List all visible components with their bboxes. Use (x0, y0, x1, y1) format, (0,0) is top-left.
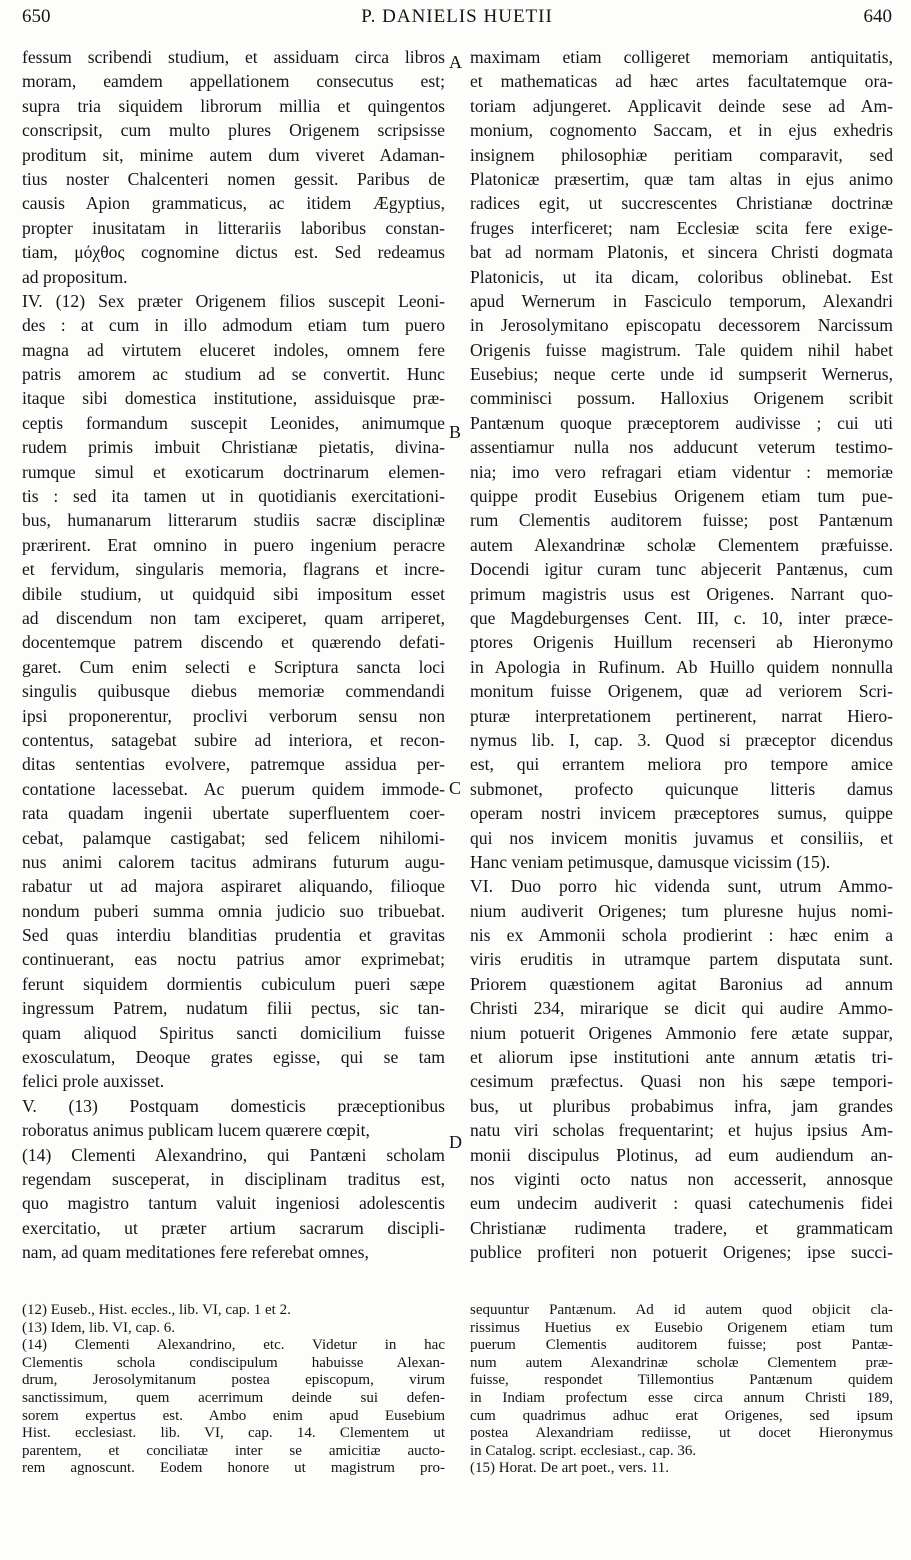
text-line: que Magdeburgenses Cent. III, c. 10, inter præce- (470, 607, 893, 628)
text-line: quippe prodit Eusebius Origenem etiam tum pue- (470, 486, 893, 507)
footnote-line: (14) Clementi Alexandrino, etc. Videtur in hac (22, 1337, 445, 1354)
text-line: submonet, profecto quicunque litteris damus (470, 778, 893, 799)
text-line: publice profiteri non potuerit Origenes; ipse succi- (470, 1242, 893, 1263)
text-line: dibile studium, ut quidquid sibi impositum esset (22, 583, 445, 604)
text-line: des : at cum in illo admodum etiam tum puero (22, 315, 445, 336)
text-line: nia; imo vero refragari etiam videntur : memoriæ (470, 461, 893, 482)
text-line: garet. Cum enim selecti e Scriptura sancta loci (22, 656, 445, 677)
footnote-line: fuisse, respondet Tillemontius Pantænum quidem (470, 1372, 893, 1389)
text-line: nymus lib. I, cap. 3. Quod si præceptor dicendus (470, 729, 893, 750)
left-text-column (22, 45, 445, 1265)
text-line: Docendi igitur curam tunc abjecerit Pantænus, cum (470, 559, 893, 580)
footnote-line: puerum Clementis auditorem fuisse; post Pantæ- (470, 1337, 893, 1354)
text-line: ptores Origenis Huillum recenseri ab Hieronymo (470, 632, 893, 653)
text-line: ad propositum. (22, 266, 128, 287)
text-line: autem Alexandrinæ scholæ Clementem præfuisse. (470, 534, 893, 555)
text-line: assentiamur nulla nos adducunt veterum testimo- (470, 437, 893, 458)
footnote-line: sequuntur Pantænum. Ad id autem quod objicit cla- (470, 1302, 893, 1318)
text-line: monii discipulus Plotinus, ad eum audiendum an- (470, 1144, 893, 1165)
footnote-line: in Catalog. script. ecclesiast., cap. 36. (470, 1442, 697, 1459)
text-line: exercitatio, ut præter artium sacrarum discipli- (22, 1217, 445, 1238)
margin-letter-c: C (449, 778, 462, 798)
text-line: tiam, μόχθος cognomine dictus est. Sed redeamus (22, 242, 445, 263)
text-line: patris amorem ac studium ad se convertit. Hunc (22, 364, 445, 385)
footnote-line: rissimus Huetius ex Eusebio Origenem etiam tum (470, 1319, 893, 1336)
margin-letter-d: D (449, 1132, 462, 1152)
text-line: rumque simul et exoticarum doctrinarum elemen- (22, 461, 445, 482)
text-line: proditum sit, minime autem dum viveret Adaman- (22, 144, 445, 165)
text-line: fruges interficeret; nam Ecclesiæ scita fere exige- (470, 217, 893, 238)
text-line: felici prole auxisset. (22, 1071, 165, 1092)
margin-letter-b: B (449, 422, 462, 442)
footnote-line: num autem Alexandrinæ scholæ Clementem præ- (470, 1354, 893, 1371)
text-line: rudem primis imbuit Christianæ pietatis, divina- (22, 437, 445, 458)
text-line: ferunt siquidem dormientis cubiculum pueri sæpe (22, 973, 445, 994)
running-header (22, 6, 892, 36)
text-line: singulis quibusque diebus memoriæ commendandi (22, 681, 445, 702)
text-line: ceptis formandum suscepit Leonides, animumque (22, 412, 445, 433)
footnotes-right (470, 1302, 893, 1478)
text-line: ad discendum non tam exciperet, quam arriperet, (22, 607, 445, 628)
text-line: Hanc veniam petimusque, damusque vicissim (15). (470, 851, 831, 872)
text-line: (14) Clementi Alexandrino, qui Pantæni scholam (22, 1144, 445, 1165)
text-line: moram, eamdem appellationem consecutus est; (22, 71, 445, 92)
page-number-left: 650 (22, 6, 51, 27)
text-line: nos viginti octo natus non accesserit, annosque (470, 1168, 893, 1189)
text-line: causis Apion grammaticus, ac itidem Ægyptius, (22, 193, 445, 214)
right-text-column (470, 45, 893, 1265)
text-line: bus, ut pluribus probabimus infra, jam grandes (470, 1095, 893, 1116)
text-line: supra tria siquidem librorum millia et quingentos (22, 95, 445, 116)
text-line: Sed quas interdiu blanditias prudentia et gravitas (22, 925, 445, 946)
margin-letter-a: A (449, 52, 462, 72)
text-line: magna ad virtutem eluceret indoles, omnem fere (22, 339, 445, 360)
text-line: Eusebius; neque certe unde id sumpserit Wernerus, (470, 364, 893, 385)
text-line: et aliorum ipse institutioni ante annum ætatis tri- (470, 1047, 893, 1068)
text-line: Pantænum quoque præceptorem audivisse ; cui uti (470, 412, 893, 433)
text-line: comminisci possum. Halloxius Origenem scribit (470, 388, 893, 409)
text-line: continuerant, eas noctu patrius amor exprimebat; (22, 949, 445, 970)
text-line: contentus, satagebat subire ad interiora, et recon- (22, 729, 445, 750)
text-line: rabatur ut ad majora aspiraret aliquando, filioque (22, 876, 445, 897)
text-line: tis : sed ita tamen ut in quotidianis exercitationi- (22, 486, 445, 507)
text-line: quo magistro tantum valuit ingeniosi adolescentis (22, 1193, 445, 1214)
footnote-line: (12) Euseb., Hist. eccles., lib. VI, cap. 1 et 2. (22, 1302, 291, 1318)
text-line: nam, ad quam meditationes fere referebat omnes, (22, 1242, 369, 1263)
text-line: exosculatum, Deoque grates egisse, qui se tam (22, 1047, 445, 1068)
text-line: regendam susceperat, in disciplinam traditus est, (22, 1168, 445, 1189)
text-line: monitum fuisse Origenem, quæ ad veriorem Scri- (470, 681, 893, 702)
text-line: cesimum præfectus. Quasi non his sæpe tempori- (470, 1071, 893, 1092)
text-line: propter inusitatam in litterariis laboribus constan- (22, 217, 445, 238)
text-line: VI. Duo porro hic videnda sunt, utrum Ammo- (470, 876, 893, 897)
text-line: operam nostri invicem præceptores sumus, quippe (470, 803, 893, 824)
text-line: viris eruditis in utramque partem disputata sunt. (470, 949, 893, 970)
footnote-line: sanctissimum, quem acerrimum deinde sui defen- (22, 1389, 445, 1406)
text-line: contatione lacessebat. Ac puerum quidem immode- (22, 778, 445, 799)
text-line: rum Clementis auditorem fuisse; post Pantænum (470, 510, 893, 531)
text-line: est, qui errantem meliora pro tempore amice (470, 754, 893, 775)
text-line: Priorem quæstionem agitat Baronius ad annum (470, 973, 893, 994)
footnote-line: Hist. ecclesiast. lib. VI, cap. 14. Clementem ut (22, 1425, 445, 1442)
text-line: ipsi proponerentur, proclivi verborum sensu non (22, 705, 445, 726)
footnote-line: (13) Idem, lib. VI, cap. 6. (22, 1319, 176, 1336)
footnote-line: Clementis schola condiscipulum habuisse Alexan- (22, 1354, 445, 1371)
text-line: bus, humanarum litterarum studiis sacræ disciplinæ (22, 510, 445, 531)
text-line: apud Wernerum in Fasciculo temporum, Alexandri (470, 290, 893, 311)
text-line: monium, cognomento Saccam, et in ejus exhedris (470, 120, 893, 141)
text-line: rata quadam ingenii ubertate superfluentem coer- (22, 803, 445, 824)
text-line: nium potuerit Origenes Ammonio fere ætate suppar, (470, 1022, 893, 1043)
footnotes-left (22, 1302, 445, 1478)
text-line: in Apologia in Rufinum. Ab Huillo quidem nonnulla (470, 656, 893, 677)
text-line: ditas sententias evolvere, patremque assidua per- (22, 754, 445, 775)
text-line: fessum scribendi studium, et assiduam circa libros (22, 47, 445, 67)
text-line: maximam etiam colligeret memoriam antiquitatis, (470, 47, 893, 67)
text-line: nus animi calorem tacitus admirans futurum augu- (22, 851, 445, 872)
text-line: insignem philosophiæ peritiam comparavit, sed (470, 144, 893, 165)
text-line: radices egit, ut succrescentes Christianæ doctrinæ (470, 193, 893, 214)
footnote-line: drum, Jerosolymitanum postea episcopum, virum (22, 1372, 445, 1389)
text-line: roboratus animus publicam lucem quærere cœpit, (22, 1120, 370, 1141)
footnote-line: rem agnoscunt. Eodem honore ut magistrum pro- (22, 1460, 445, 1477)
text-line: nium audiverit Origenes; tum pluresne hujus nomi- (470, 900, 893, 921)
running-title: P. DANIELIS HUETII (361, 6, 553, 27)
text-line: primum magistris usus est Origenes. Narrant quo- (470, 583, 893, 604)
text-line: Christianæ rudimenta tradere, et grammaticam (470, 1217, 893, 1238)
text-line: V. (13) Postquam domesticis præceptionibus (22, 1095, 445, 1116)
text-line: pturæ interpretationem pertinerent, narrat Hiero- (470, 705, 893, 726)
text-line: IV. (12) Sex præter Origenem filios suscepit Leoni- (22, 290, 445, 311)
text-line: quam aliquod Spiritus sancti domicilium fuisse (22, 1022, 445, 1043)
text-line: conscripsit, cum multo plures Origenem scripsisse (22, 120, 445, 141)
text-line: Origenis fuisse magistrum. Tale quidem nihil habet (470, 339, 893, 360)
text-line: cebat, palamque castigabat; sed felicem nihilomi- (22, 827, 445, 848)
text-line: ingressum Patrem, nudatum filii pectus, sic tan- (22, 998, 445, 1019)
text-line: Christi 234, mirarique se dicit qui audire Ammo- (470, 998, 893, 1019)
text-line: itaque sibi domestica institutione, assiduisque præ- (22, 388, 445, 409)
text-line: Platonicis, ut ita dicam, coloribus oblinebat. Est (470, 266, 893, 287)
text-line: docentemque patrem discendo et quærendo defati- (22, 632, 445, 653)
page-number-right: 640 (863, 6, 892, 27)
text-line: et fervidum, singularis memoria, flagrans et incre- (22, 559, 445, 580)
text-line: prærirent. Erat omnino in puero ingenium peracre (22, 534, 445, 555)
footnote-line: (15) Horat. De art poet., vers. 11. (470, 1460, 669, 1477)
footnote-line: postea Alexandriam rediisse, ut docet Hieronymus (470, 1425, 893, 1442)
text-line: Platonicæ præsertim, quæ tam altas in ejus animo (470, 168, 893, 189)
footnote-line: parentem, et conciliatæ inter se amicitiæ aucto- (22, 1442, 445, 1459)
text-line: natu viri scholas frequentarint; et hujus ipsius Am- (470, 1120, 893, 1141)
footnote-line: in Indiam profectum esse circa annum Christi 189, (470, 1389, 893, 1406)
footnote-line: cum quadrimus adhuc erat Origenes, sed ipsum (470, 1407, 893, 1424)
text-line: tius noster Chalcenteri nomen gessit. Paribus de (22, 168, 445, 189)
text-line: eum undecim audiverit : quasi catechumenis fidei (470, 1193, 893, 1214)
text-line: bat ad normam Platonis, et sincera Christi dogmata (470, 242, 893, 263)
text-line: in Jerosolymitano episcopatu decessorem Narcissum (470, 315, 893, 336)
text-line: et mathematicas ad hæc artes facultatemque ora- (470, 71, 893, 92)
text-line: nondum puberi summa omnia judicio suo tribuebat. (22, 900, 445, 921)
text-line: qui nos invicem monitis juvamus et consiliis, et (470, 827, 893, 848)
text-line: toriam adjungeret. Applicavit deinde sese ad Am- (470, 95, 893, 116)
text-line: nis ex Ammonii schola prodierint : hæc enim a (470, 925, 893, 946)
footnote-line: sorem expertus est. Ambo enim apud Eusebium (22, 1407, 445, 1424)
